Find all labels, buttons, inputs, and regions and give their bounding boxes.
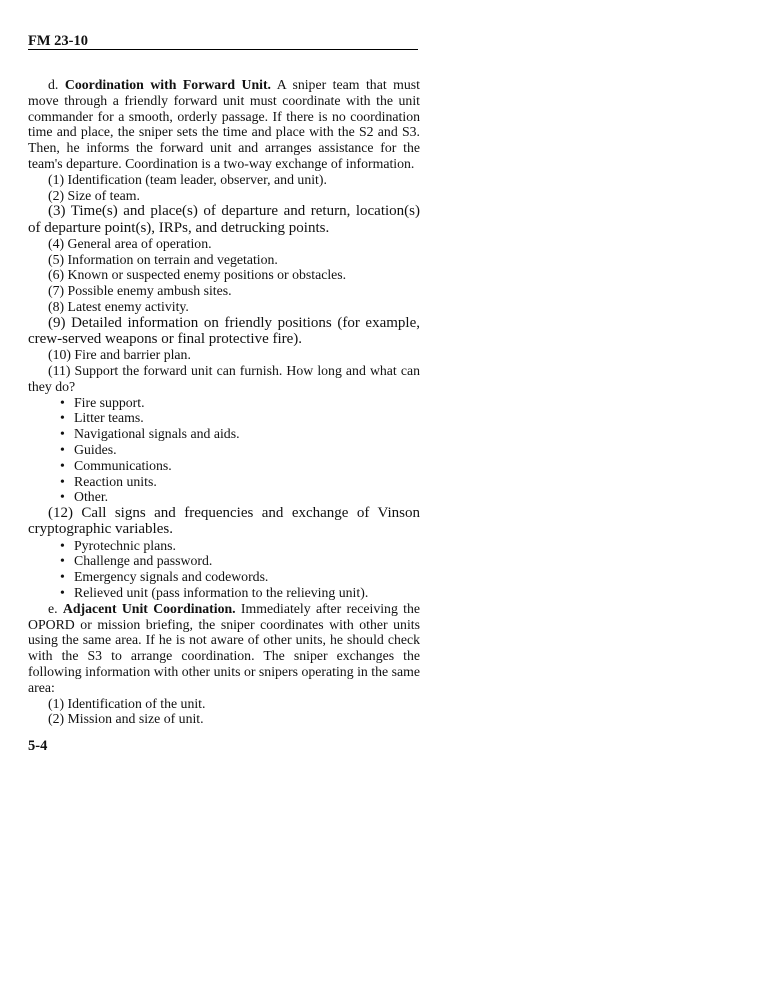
bullet-item [28,553,420,569]
bullet-icon: • [60,473,65,489]
bullet-item [28,489,420,505]
bullet-text: Navigational signals and aids. [74,426,240,442]
bullet-item [28,569,420,585]
bullet-text: Emergency signals and codewords. [74,569,269,585]
bullet-icon: • [60,584,65,600]
page-number: 5-4 [28,738,48,754]
list-item-7: (7) Possible enemy ambush sites. [48,283,232,299]
paragraph-e [28,601,420,696]
paragraph-d-letter: d. [48,77,59,92]
paragraph-d-text: A sniper team that must move through a friendly forward unit must coordinate with the unit commander for a smooth, orderly passage. If there is no coordination time and place, the sniper sets the time and place with the S2 and S3. Then, he informs the forward unit and arranges assistance for the team's departure. Coordination is a two-way exchange of information. [28,77,420,171]
paragraph-e-heading: Adjacent Unit Coordination. [62,600,236,616]
bullet-text: Challenge and password. [74,553,213,569]
list-item-2: (2) Size of team. [48,187,140,203]
bullet-icon: • [60,426,65,442]
bullet-icon: • [60,489,65,505]
bullet-item [28,474,420,490]
list-item-e1: (1) Identification of the unit. [48,695,206,711]
list-item-5: (5) Information on terrain and vegetation. [48,251,278,267]
header-rule [28,49,418,50]
list-item-3: (3) Time(s) and place(s) of departure and return, location(s) of departure point(s), IRPs, and detrucking points. [28,203,420,236]
support-list [28,395,420,506]
bullet-icon: • [60,394,65,410]
bullet-item [28,538,420,554]
paragraph-e-text: Immediately after receiving the OPORD or mission briefing, the sniper coordinates with other units using the same area. If he is not aware of other units, he should check with the S3 to arrange coordination. The sniper exchanges the following information with other units or snipers operating in the same area: [28,600,421,695]
bullet-icon: • [60,553,65,569]
bullet-icon: • [60,569,65,585]
bullet-text: Other. [74,489,109,505]
bullet-icon: • [60,410,65,426]
bullet-text: Communications. [74,457,172,473]
paragraph-d-heading: Coordination with Forward Unit. [64,77,272,92]
list-item-8: (8) Latest enemy activity. [48,298,189,314]
list-item-4: (4) General area of operation. [48,235,212,251]
bullet-item [28,585,420,601]
bullet-icon: • [60,537,65,553]
list-item-6: (6) Known or suspected enemy positions or obstacles. [48,267,347,283]
list-item-e2: (2) Mission and size of unit. [48,711,204,727]
running-header: FM 23-10 [28,33,88,49]
page-body [28,77,420,727]
bullet-item [28,410,420,426]
bullet-text: Reaction units. [74,473,157,489]
bullet-item [28,458,420,474]
bullet-icon: • [60,441,65,457]
list-item-12: (12) Call signs and frequencies and exchange of Vinson cryptographic variables. [28,505,420,538]
bullet-text: Litter teams. [74,410,144,426]
paragraph-d [28,77,420,172]
paragraph-e-letter: e. [48,600,58,616]
bullet-text: Guides. [74,441,117,457]
list-item-11: (11) Support the forward unit can furnish. How long and what can they do? [28,362,420,394]
bullet-item [28,442,420,458]
signals-list [28,538,420,601]
bullet-item [28,395,420,411]
bullet-item [28,426,420,442]
bullet-icon: • [60,457,65,473]
list-item-10: (10) Fire and barrier plan. [48,347,191,363]
bullet-text: Relieved unit (pass information to the relieving unit). [74,584,369,600]
bullet-text: Fire support. [74,394,145,410]
list-item-9: (9) Detailed information on friendly positions (for example, crew-served weapons or final protective fire). [28,314,420,347]
list-item-1: (1) Identification (team leader, observer, and unit). [48,171,327,187]
bullet-text: Pyrotechnic plans. [74,537,176,553]
